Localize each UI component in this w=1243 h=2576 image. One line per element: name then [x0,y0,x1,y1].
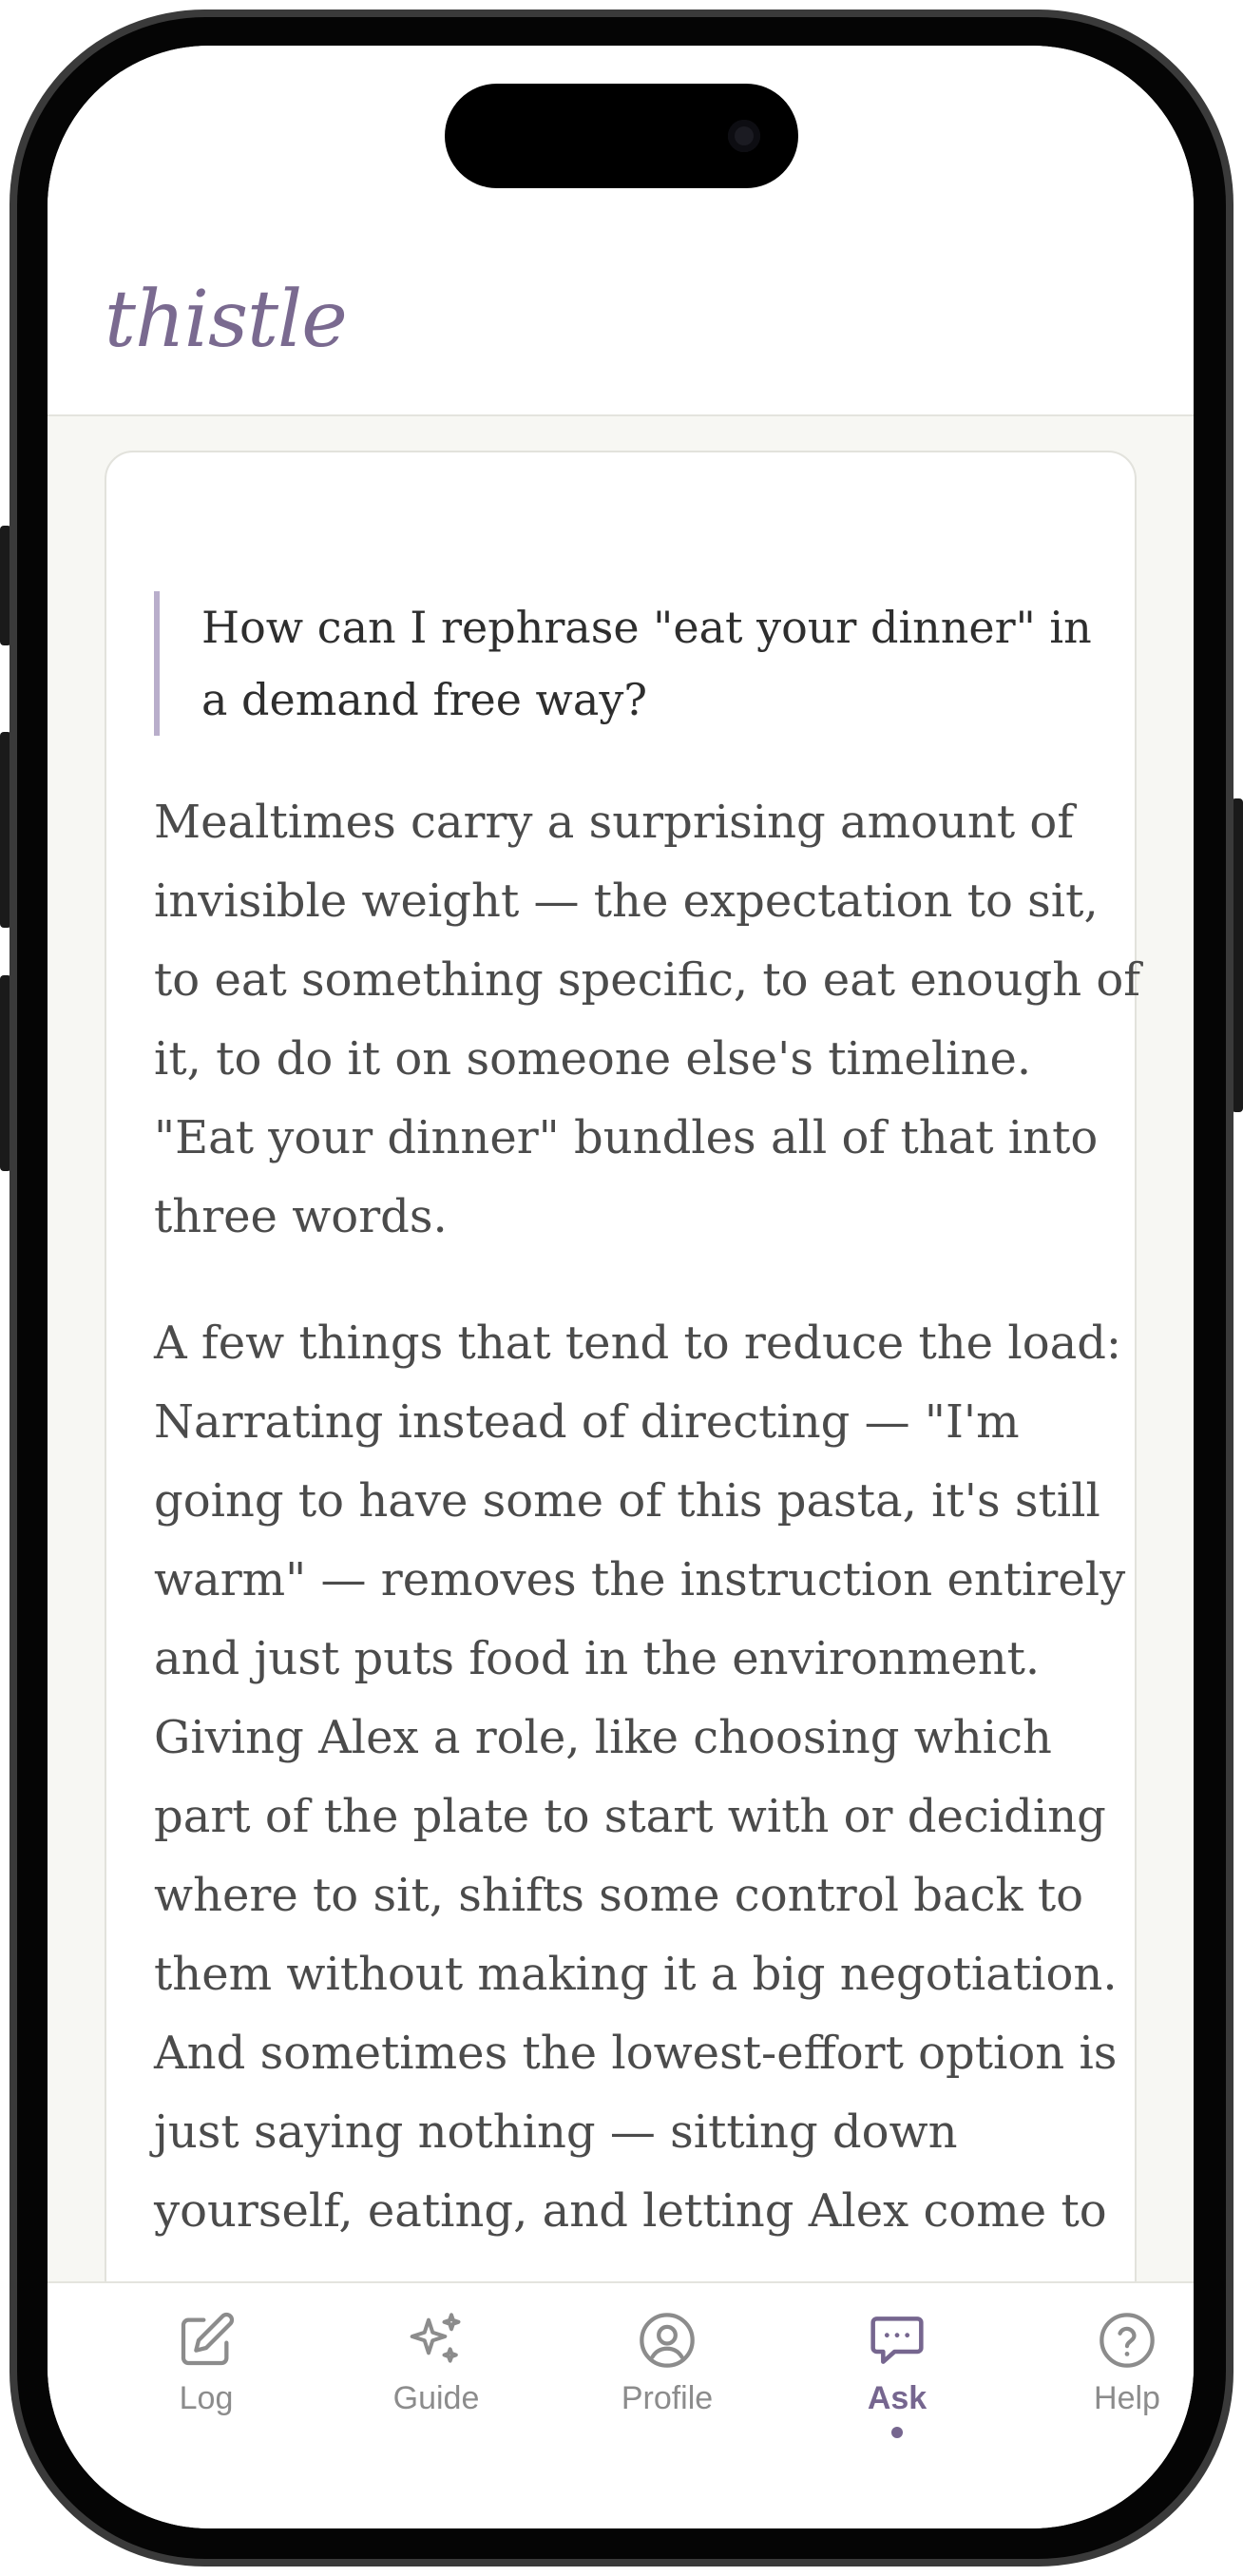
tab-label: Guide [392,2380,480,2416]
tab-log[interactable] [111,2310,301,2452]
answer-line: yourself, eating, and letting Alex come to [154,2184,1107,2238]
answer-line: A few things that tend to reduce the load: [154,1317,1122,1370]
answer-line: Giving Alex a role, like choosing which [154,1711,1052,1764]
answer-line: Narrating instead of directing — "I'm [154,1395,1020,1449]
answer-line: three words. [154,1190,448,1243]
answer-line: warm" — removes the instruction entirely [154,1553,1126,1606]
answer-line: and just puts food in the environment. [154,1632,1041,1685]
answer-paragraph [154,783,1141,1257]
answer-paragraph [154,1304,1126,2251]
answer-line: going to have some of this pasta, it's still [154,1474,1100,1528]
tab-label: Help [1094,2380,1160,2416]
answer-line: Mealtimes carry a surprising amount of [154,796,1075,849]
dynamic-island [445,84,798,188]
tab-label: Ask [867,2380,927,2416]
chat-bubble-icon [867,2310,927,2371]
sparkles-icon [406,2310,467,2371]
answer-line: to eat something specific, to eat enough of [154,953,1141,1007]
user-circle-icon [637,2310,698,2371]
tab-ask[interactable] [802,2310,992,2452]
answer-line: And sometimes the lowest-effort option is [154,2027,1118,2080]
tab-bar [48,2281,1194,2528]
answer-line: where to sit, shifts some control back to [154,1869,1083,1922]
answer-line: part of the plate to start with or deciding [154,1790,1106,1843]
answer-card [105,451,1141,2281]
tab-profile[interactable] [572,2310,762,2452]
answer-text [154,783,1141,2281]
pencil-square-icon [176,2310,237,2371]
question-quote: How can I rephrase "eat your dinner" in a demand free way? [154,591,1095,736]
active-indicator-dot [891,2427,903,2438]
answer-line: it, to do it on someone else's timeline. [154,1032,1032,1086]
tab-label: Profile [621,2380,714,2416]
main-content[interactable] [48,416,1194,2281]
question-circle-icon [1097,2310,1157,2371]
answer-line: invisible weight — the expectation to sit, [154,875,1099,928]
app-logo: thistle [105,275,347,365]
answer-line: "Eat your dinner" bundles all of that into [154,1111,1099,1164]
tab-guide[interactable] [341,2310,531,2452]
tab-help[interactable] [1032,2310,1194,2452]
camera-icon [728,120,760,152]
answer-line: them without making it a big negotiation. [154,1948,1118,2001]
answer-line: just saying nothing — sitting down [154,2105,958,2159]
screen [48,46,1194,2528]
tab-label: Log [179,2380,234,2416]
